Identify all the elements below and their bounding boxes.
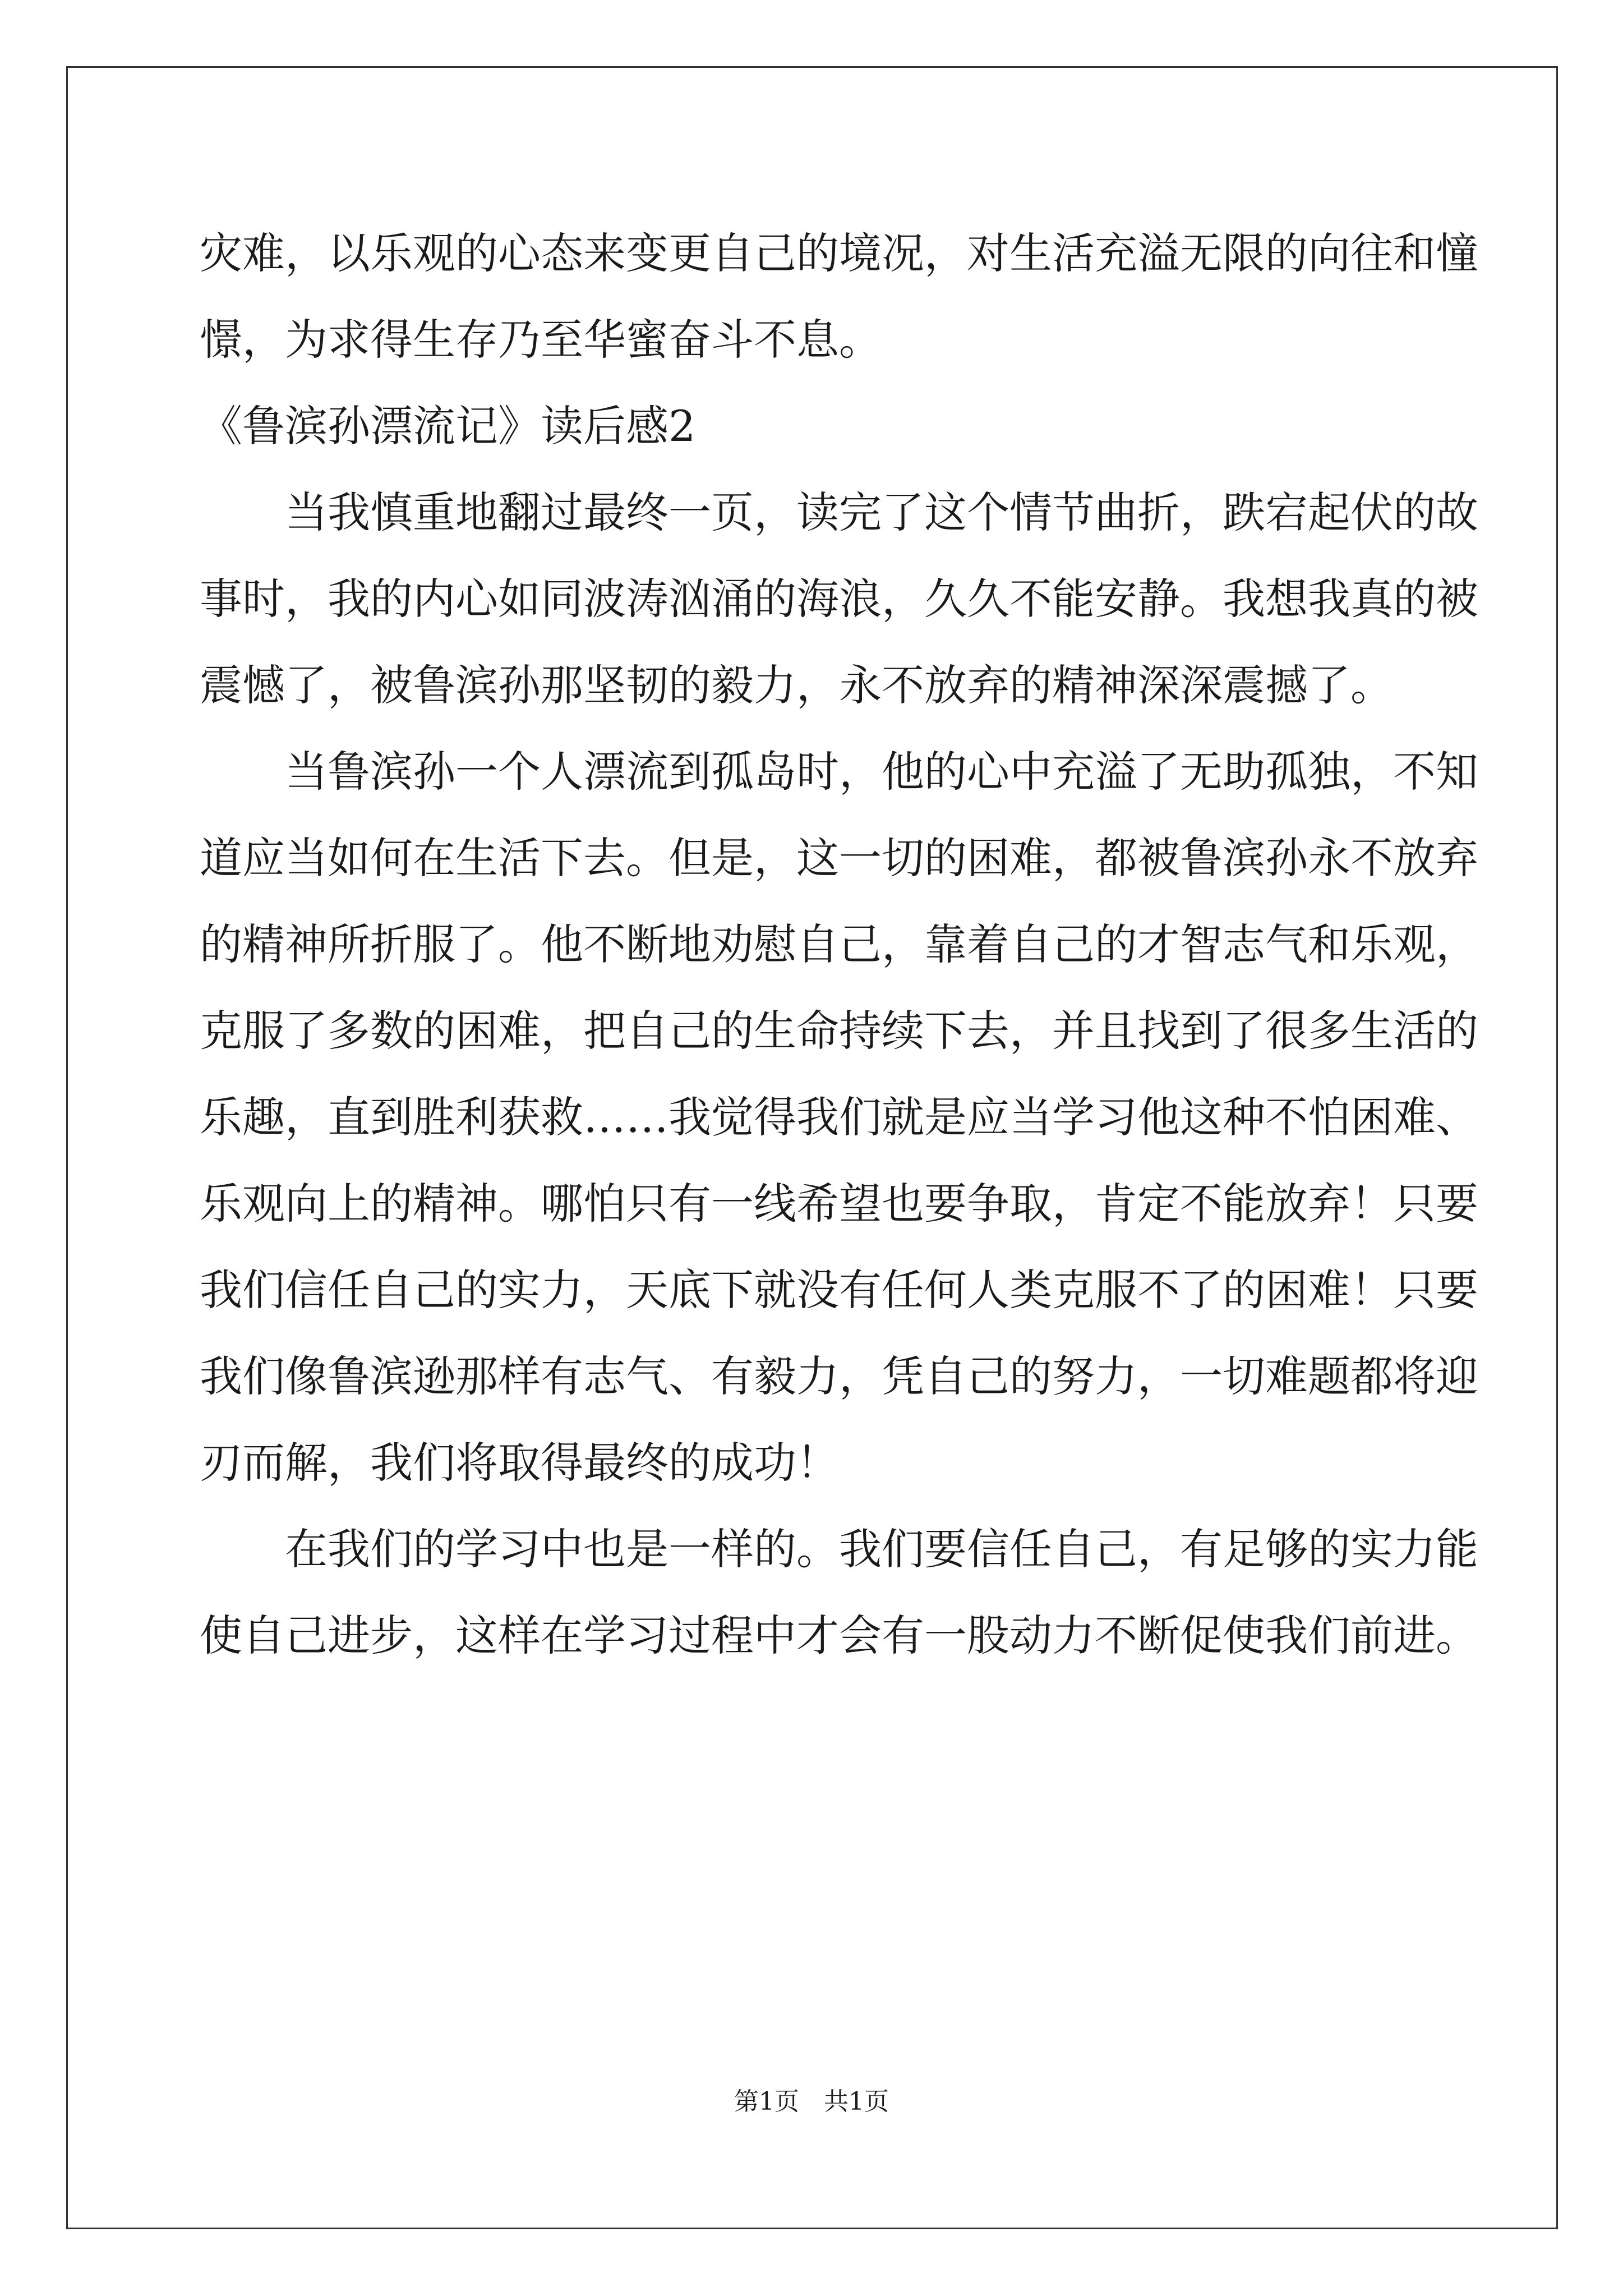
text-line: 事时，我的内心如同波涛汹涌的海浪，久久不能安静。我想我真的被 [200, 574, 1478, 624]
text-line: 克服了多数的困难，把自己的生命持续下去，并且找到了很多生活的 [200, 1006, 1478, 1056]
text-line: 道应当如何在生活下去。但是，这一切的困难，都被鲁滨孙永不放弃 [200, 833, 1478, 883]
text-line: 我们像鲁滨逊那样有志气、有毅力，凭自己的努力，一切难题都将迎 [200, 1351, 1478, 1401]
section-heading: 《鲁滨孙漂流记》读后感2 [200, 401, 696, 451]
text-line: 当鲁滨孙一个人漂流到孤岛时，他的心中充溢了无助孤独，不知 [285, 747, 1478, 797]
text-line: 憬，为求得生存乃至华蜜奋斗不息。 [200, 315, 882, 365]
text-line: 乐趣，直到胜利获救……我觉得我们就是应当学习他这种不怕困难、 [200, 1092, 1478, 1142]
text-line: 使自己进步，这样在学习过程中才会有一股动力不断促使我们前进。 [200, 1611, 1478, 1660]
document-body [200, 210, 1478, 1679]
text-line: 乐观向上的精神。哪怕只有一线希望也要争取，肯定不能放弃！只要 [200, 1179, 1478, 1228]
text-line: 我们信任自己的实力，天底下就没有任何人类克服不了的困难！只要 [200, 1265, 1478, 1315]
text-line: 灾难，以乐观的心态来变更自己的境况，对生活充溢无限的向往和憧 [200, 228, 1478, 278]
page-total: 共1页 [824, 2087, 889, 2116]
text-line: 刃而解，我们将取得最终的成功！ [200, 1438, 839, 1488]
text-line: 的精神所折服了。他不断地劝慰自己，靠着自己的才智志气和乐观， [200, 919, 1478, 969]
text-line: 在我们的学习中也是一样的。我们要信任自己，有足够的实力能 [285, 1524, 1478, 1574]
text-line: 震憾了，被鲁滨孙那坚韧的毅力，永不放弃的精神深深震撼了。 [200, 660, 1393, 710]
page-number: 第1页 [734, 2087, 799, 2116]
page-footer [0, 2081, 1623, 2117]
text-line: 当我慎重地翻过最终一页，读完了这个情节曲折，跌宕起伏的故 [285, 487, 1478, 537]
